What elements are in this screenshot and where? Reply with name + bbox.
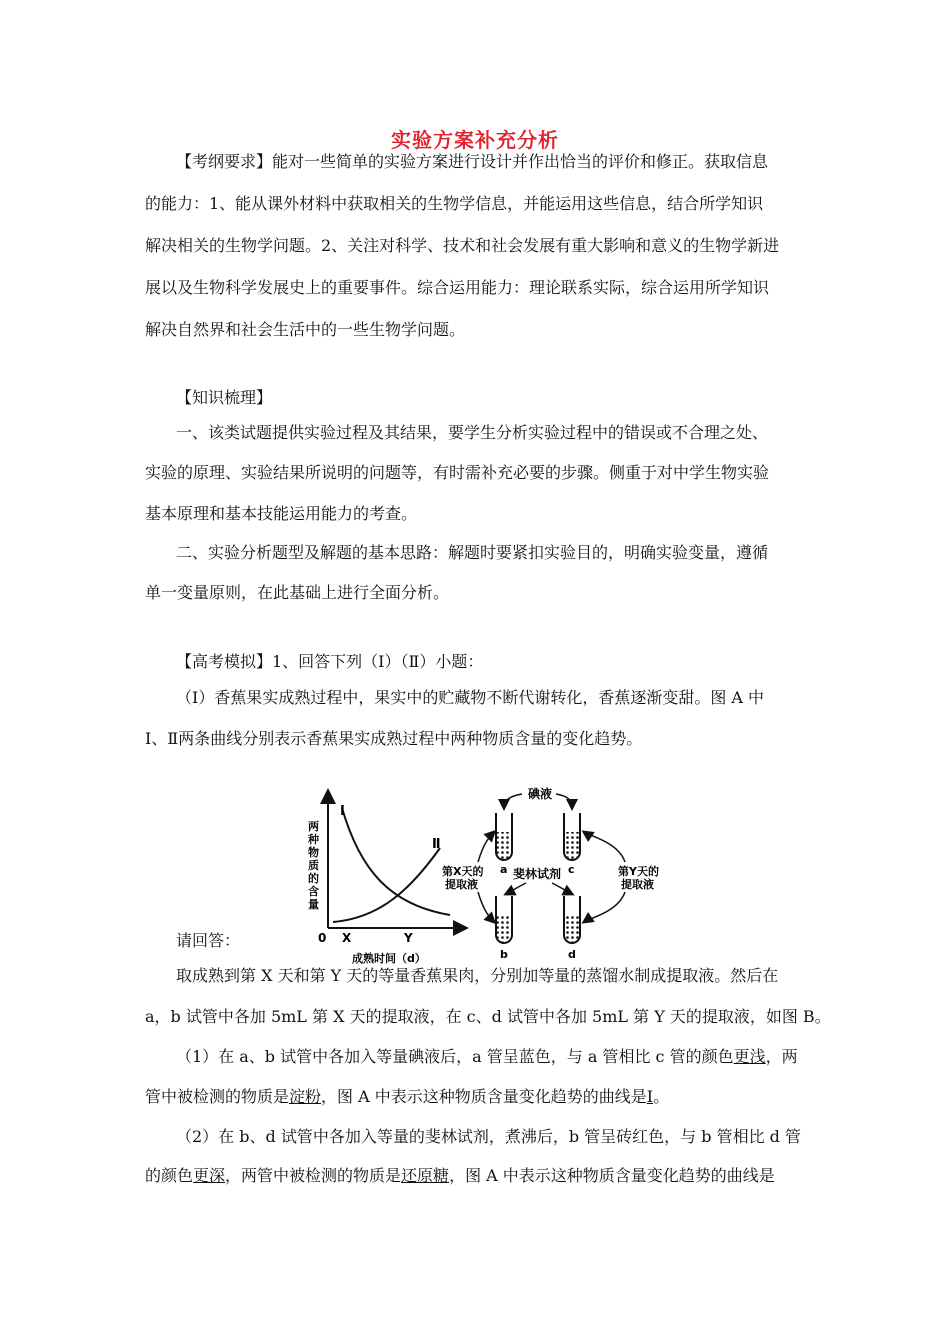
exam-req-line: 的能力：1、能从课外材料中获取相关的生物学信息，并能运用这些信息，结合所学知识 bbox=[145, 194, 764, 213]
q1-text: 管中被检测的物质是 bbox=[145, 1087, 290, 1106]
question-2-line: （2）在 b、d 试管中各加入等量的斐林试剂，煮沸后，b 管呈砖红色，与 b 管相比 d 管 bbox=[176, 1127, 801, 1146]
curve-1 bbox=[342, 808, 450, 915]
diagram-b bbox=[442, 786, 659, 961]
y-label-char: 质 bbox=[308, 859, 319, 872]
y-extract-label: 第Y天的 bbox=[618, 865, 659, 878]
exam-req-line: 展以及生物科学发展史上的重要事件。综合运用能力：理论联系实际，综合运用所学知识 bbox=[145, 278, 770, 297]
mock-heading: 【高考模拟】1、回答下列（Ⅰ）（Ⅱ）小题： bbox=[176, 652, 484, 671]
y-label-char: 的 bbox=[308, 872, 319, 885]
knowledge-line: 二、实验分析题型及解题的基本思路：解题时要紧扣实验目的，明确实验变量，遵循 bbox=[176, 543, 769, 562]
q2-text: ，图 A 中表示这种物质含量变化趋势的曲线是 bbox=[449, 1166, 775, 1185]
x-tick-y: Y bbox=[404, 931, 413, 945]
q2-text: 的颜色 bbox=[145, 1166, 194, 1185]
q1-text: ，两 bbox=[765, 1047, 798, 1066]
mock-line: （Ⅰ）香蕉果实成熟过程中，果实中的贮藏物不断代谢转化，香蕉逐渐变甜。图 A 中 bbox=[176, 688, 765, 707]
q1-text: （1）在 a、b 试管中各加入等量碘液后，a 管呈蓝色，与 a 管相比 c 管的颜色 bbox=[176, 1047, 734, 1066]
tube-label-d: d bbox=[568, 948, 576, 961]
exam-req-line: 【考纲要求】能对一些简单的实验方案进行设计并作出恰当的评价和修正。获取信息 bbox=[176, 152, 769, 171]
x-tick-x: X bbox=[342, 931, 352, 945]
please-answer: 请回答： bbox=[176, 931, 241, 950]
y-label-char: 两 bbox=[308, 820, 319, 833]
mock-line: Ⅰ、Ⅱ两条曲线分别表示香蕉果实成熟过程中两种物质含量的变化趋势。 bbox=[145, 729, 643, 748]
exam-req-line: 解决相关的生物学问题。2、关注对科学、技术和社会发展有重大影响和意义的生物学新进 bbox=[145, 236, 780, 255]
fehling-label: 斐林试剂 bbox=[513, 867, 562, 881]
exam-req-line: 解决自然界和社会生活中的一些生物学问题。 bbox=[145, 320, 466, 339]
question-1-line bbox=[145, 1087, 669, 1107]
iodine-label: 碘液 bbox=[528, 787, 553, 801]
question-1-line bbox=[176, 1047, 798, 1067]
test-tube-a bbox=[496, 813, 512, 876]
x-extract-label: 第X天的 bbox=[442, 865, 484, 878]
knowledge-line: 一、该类试题提供实验过程及其结果，要学生分析实验过程中的错误或不合理之处、 bbox=[176, 423, 769, 442]
q2-answer-2: 还原糖 bbox=[401, 1166, 450, 1185]
y-label-char: 含 bbox=[308, 885, 319, 898]
mock-line: a，b 试管中各加 5mL 第 X 天的提取液，在 c、d 试管中各加 5mL 第 Y 天的提取液，如图 B。 bbox=[145, 1007, 831, 1026]
question-2-line bbox=[145, 1166, 775, 1186]
y-extract-label: 提取液 bbox=[621, 878, 654, 891]
mock-line: 取成熟到第 X 天和第 Y 天的等量香蕉果肉，分别加等量的蒸馏水制成提取液。然后在 bbox=[176, 966, 779, 985]
y-label-char: 物 bbox=[308, 846, 319, 859]
knowledge-line: 基本原理和基本技能运用能力的考查。 bbox=[145, 504, 418, 523]
test-tube-b bbox=[496, 896, 512, 961]
figure-ab bbox=[300, 780, 680, 970]
q2-text: ，两管中被检测的物质是 bbox=[225, 1166, 402, 1185]
graph-a bbox=[307, 792, 465, 965]
q1-text: ，图 A 中表示这种物质含量变化趋势的曲线是 bbox=[321, 1087, 647, 1106]
test-tube-c bbox=[564, 813, 580, 876]
q1-answer-3: Ⅰ bbox=[646, 1087, 654, 1106]
y-label-char: 种 bbox=[308, 833, 319, 846]
tube-label-b: b bbox=[500, 948, 508, 961]
tube-label-c: c bbox=[568, 863, 575, 876]
page-title: 实验方案补充分析 bbox=[391, 128, 559, 152]
knowledge-line: 实验的原理、实验结果所说明的问题等，有时需补充必要的步骤。侧重于对中学生物实验 bbox=[145, 463, 770, 482]
x-extract-label: 提取液 bbox=[445, 878, 478, 891]
tube-label-a: a bbox=[500, 863, 508, 876]
q1-answer-1: 更浅 bbox=[733, 1047, 766, 1066]
knowledge-heading: 【知识梳理】 bbox=[176, 388, 273, 407]
curve-1-label: Ⅰ bbox=[340, 804, 345, 819]
y-label-char: 量 bbox=[308, 898, 319, 911]
curve-2-label: Ⅱ bbox=[432, 837, 441, 852]
q1-text: 。 bbox=[653, 1087, 670, 1106]
y-axis-label bbox=[307, 819, 319, 911]
q2-answer-1: 更深 bbox=[193, 1166, 226, 1185]
x-axis-label: 成熟时间（d） bbox=[352, 952, 426, 965]
test-tube-d bbox=[564, 896, 580, 961]
q1-answer-2: 淀粉 bbox=[289, 1087, 322, 1106]
knowledge-line: 单一变量原则，在此基础上进行全面分析。 bbox=[145, 583, 450, 602]
origin-label: 0 bbox=[318, 931, 327, 945]
curve-2 bbox=[333, 848, 440, 922]
